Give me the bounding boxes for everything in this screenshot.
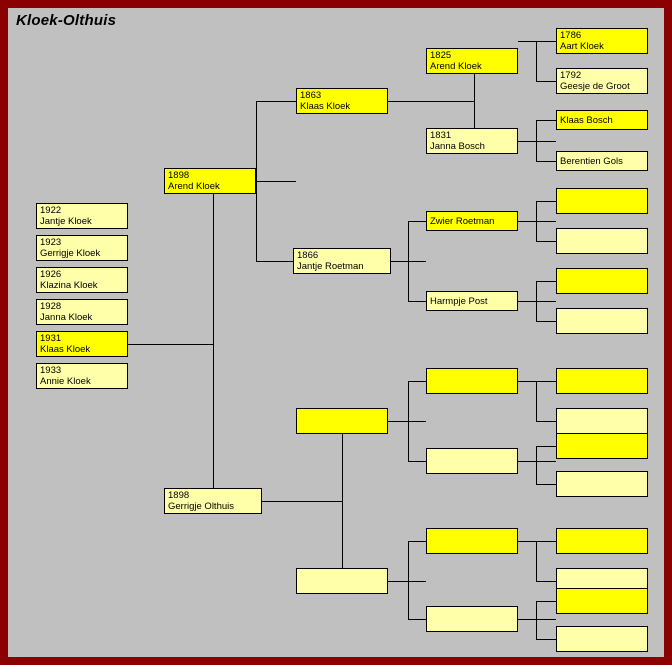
person-node-blank[interactable] xyxy=(426,448,518,474)
connector-line xyxy=(518,461,556,462)
person-node[interactable] xyxy=(426,291,518,311)
person-name: Aart Kloek xyxy=(560,40,604,52)
person-node-blank[interactable] xyxy=(556,368,648,394)
connector-line xyxy=(388,101,474,102)
person-name: Jantje Kloek xyxy=(40,215,92,227)
person-node[interactable] xyxy=(36,267,128,293)
connector-line xyxy=(408,381,426,382)
connector-line xyxy=(518,541,556,542)
person-birth-year: 1933 xyxy=(40,365,62,376)
person-name: Zwier Roetman xyxy=(430,216,495,227)
connector-line xyxy=(536,161,556,162)
connector-line xyxy=(536,120,537,162)
connector-line xyxy=(536,484,556,485)
person-node[interactable] xyxy=(164,488,262,514)
person-node[interactable] xyxy=(36,331,128,357)
person-birth-year: 1928 xyxy=(40,301,62,312)
connector-line xyxy=(536,601,537,639)
connector-line xyxy=(388,421,426,422)
person-node[interactable] xyxy=(556,28,648,54)
person-node[interactable] xyxy=(36,363,128,389)
person-node[interactable] xyxy=(556,151,648,171)
person-node[interactable] xyxy=(164,168,256,194)
page-title: Kloek-Olthuis xyxy=(16,12,117,29)
person-node-blank[interactable] xyxy=(556,408,648,434)
connector-line xyxy=(536,446,556,447)
person-node[interactable] xyxy=(36,235,128,261)
connector-line xyxy=(408,221,426,222)
person-node[interactable] xyxy=(556,68,648,94)
person-node-blank[interactable] xyxy=(296,568,388,594)
person-birth-year: 1931 xyxy=(40,333,62,344)
person-birth-year: 1922 xyxy=(40,205,62,216)
connector-line xyxy=(408,619,426,620)
connector-line xyxy=(518,221,556,222)
connector-line xyxy=(408,301,426,302)
person-name: Klazina Kloek xyxy=(40,279,98,291)
connector-line xyxy=(408,541,409,619)
person-birth-year: 1786 xyxy=(560,30,582,41)
connector-line xyxy=(536,639,556,640)
person-birth-year: 1792 xyxy=(560,70,582,81)
connector-line xyxy=(388,581,426,582)
person-node[interactable] xyxy=(36,299,128,325)
person-name: Arend Kloek xyxy=(430,60,482,72)
connector-line xyxy=(474,74,475,128)
person-name: Gerrigje Kloek xyxy=(40,247,101,259)
connector-line xyxy=(536,120,556,121)
person-name: Janna Bosch xyxy=(430,140,485,152)
connector-line xyxy=(518,619,556,620)
person-birth-year: 1831 xyxy=(430,130,452,141)
person-node[interactable] xyxy=(426,211,518,231)
person-name: Berentien Gols xyxy=(560,156,623,167)
connector-line xyxy=(256,181,257,261)
person-node-blank[interactable] xyxy=(426,368,518,394)
connector-line xyxy=(342,421,343,581)
person-name: Gerrigje Olthuis xyxy=(168,500,234,512)
person-name: Klaas Kloek xyxy=(300,100,351,112)
connector-line xyxy=(262,501,342,502)
connector-line xyxy=(536,241,556,242)
connector-line xyxy=(536,321,556,322)
family-tree-canvas xyxy=(8,8,664,657)
connector-line xyxy=(536,201,556,202)
connector-line xyxy=(128,344,213,345)
connector-line xyxy=(256,101,257,181)
person-birth-year: 1825 xyxy=(430,50,452,61)
person-node[interactable] xyxy=(296,88,388,114)
person-node-blank[interactable] xyxy=(556,471,648,497)
person-name: Arend Kloek xyxy=(168,180,220,192)
connector-line xyxy=(536,541,537,581)
connector-line xyxy=(536,41,537,81)
person-birth-year: 1898 xyxy=(168,490,190,501)
person-name: Janna Kloek xyxy=(40,311,93,323)
person-node-blank[interactable] xyxy=(556,268,648,294)
connector-line xyxy=(536,581,556,582)
person-node-blank[interactable] xyxy=(556,433,648,459)
person-name: Klaas Kloek xyxy=(40,343,91,355)
person-name: Geesje de Groot xyxy=(560,80,630,92)
person-node-blank[interactable] xyxy=(556,528,648,554)
person-node[interactable] xyxy=(426,48,518,74)
connector-line xyxy=(536,201,537,241)
connector-line xyxy=(536,601,556,602)
person-name: Klaas Bosch xyxy=(560,115,613,126)
connector-line xyxy=(536,381,537,421)
person-node-blank[interactable] xyxy=(426,528,518,554)
connector-line xyxy=(518,381,556,382)
person-node[interactable] xyxy=(293,248,391,274)
connector-line xyxy=(536,446,537,484)
connector-line xyxy=(518,141,556,142)
connector-line xyxy=(408,381,409,461)
person-birth-year: 1898 xyxy=(168,170,190,181)
connector-line xyxy=(518,41,556,42)
connector-line xyxy=(518,301,556,302)
person-name: Harmpje Post xyxy=(430,296,488,307)
connector-line xyxy=(536,421,556,422)
connector-line xyxy=(213,194,214,488)
person-name: Jantje Roetman xyxy=(297,260,364,272)
connector-line xyxy=(536,281,556,282)
person-node-blank[interactable] xyxy=(556,588,648,614)
person-node-blank[interactable] xyxy=(556,626,648,652)
connector-line xyxy=(536,281,537,321)
connector-line xyxy=(256,101,296,102)
person-node-blank[interactable] xyxy=(296,408,388,434)
person-node-blank[interactable] xyxy=(556,228,648,254)
person-node-blank[interactable] xyxy=(556,308,648,334)
person-birth-year: 1866 xyxy=(297,250,319,261)
person-birth-year: 1923 xyxy=(40,237,62,248)
person-node[interactable] xyxy=(556,110,648,130)
person-name: Annie Kloek xyxy=(40,375,91,387)
person-node-blank[interactable] xyxy=(426,606,518,632)
connector-line xyxy=(536,81,556,82)
person-node[interactable] xyxy=(36,203,128,229)
connector-line xyxy=(256,261,293,262)
connector-line xyxy=(408,461,426,462)
person-birth-year: 1926 xyxy=(40,269,62,280)
connector-line xyxy=(256,181,296,182)
person-birth-year: 1863 xyxy=(300,90,322,101)
connector-line xyxy=(408,221,409,301)
person-node[interactable] xyxy=(426,128,518,154)
connector-line xyxy=(408,541,426,542)
person-node-blank[interactable] xyxy=(556,188,648,214)
